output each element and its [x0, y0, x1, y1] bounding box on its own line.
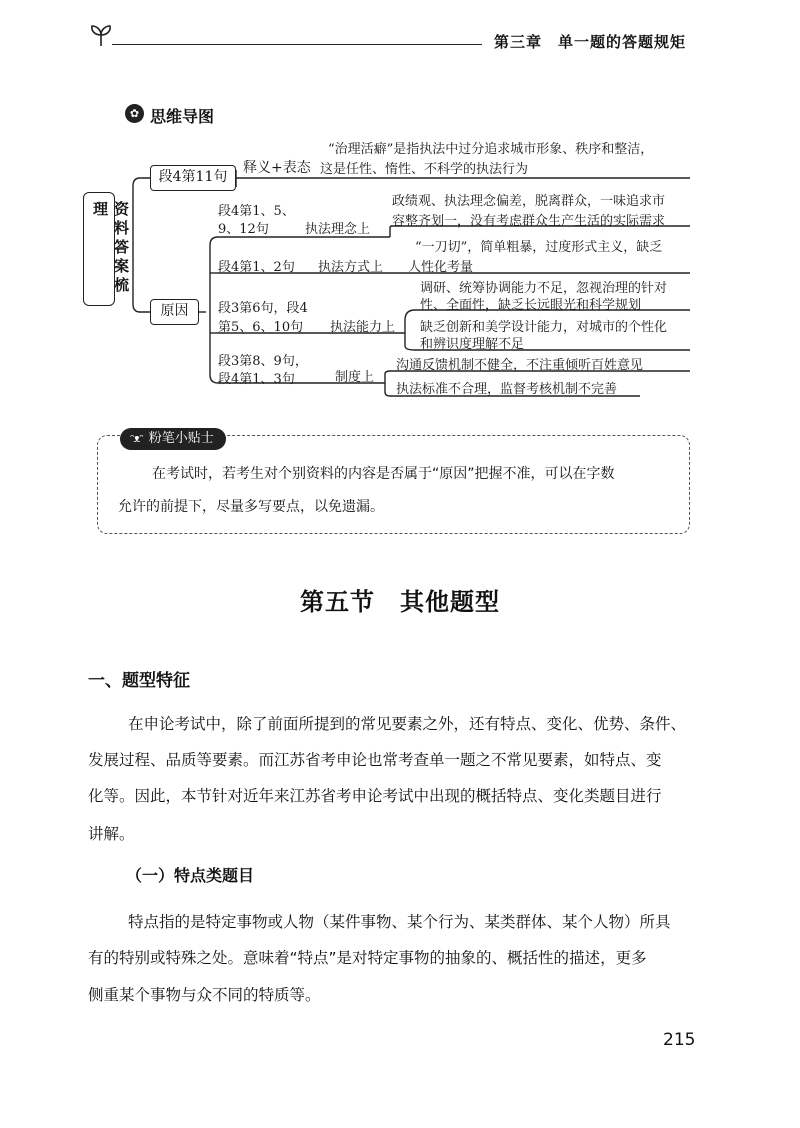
reason-source-line1: 段4第1、5、 [218, 204, 295, 219]
tips-text-line2: 允许的前提下，尽量多写要点，以免遗漏。 [118, 499, 384, 515]
reason-source-line2: 第5、6、10句 [218, 320, 304, 335]
reason-point: 缺乏创新和美学设计能力，对城市的个性化 [420, 320, 668, 335]
page-number: 215 [663, 1030, 696, 1050]
mindmap-branch-reasons: 原因 [150, 299, 199, 325]
paragraph-line: 发展过程、品质等要素。而江苏省考申论也常考查单一题之不常见要素，如特点、变 [88, 751, 662, 769]
reason-source-line2: 段4第1、3句 [218, 372, 295, 387]
reason-point: 政绩观、执法理念偏差，脱离群众，一味追求市 [392, 194, 666, 209]
definition-text-line1: “治理活癖”是指执法中过分追求城市形象、秩序和整洁， [328, 142, 654, 157]
reason-source-line1: 段4第1、2句 [218, 260, 295, 275]
reason-point: 和辨识度理解不足 [420, 337, 525, 352]
paragraph-line: 侧重某个事物与众不同的特质等。 [88, 986, 321, 1004]
subsection-heading: （一）特点类题目 [126, 866, 255, 885]
paragraph-line: 有的特别或特殊之处。意味着“特点”是对特定事物的抽象的、概括性的描述，更多 [88, 949, 647, 967]
mindmap-root-box [83, 192, 130, 306]
reason-point: “一刀切”，简单粗暴，过度形式主义，缺乏 [415, 240, 663, 255]
reason-source-line2: 9、12句 [218, 222, 269, 237]
paragraph-line: 特点指的是特定事物或人物（某件事物、某个行为、某类群体、某个人物）所具 [128, 913, 671, 931]
header-chapter-title: 第三章 单一题的答题规矩 [494, 33, 687, 51]
paragraph-line: 讲解。 [88, 825, 135, 843]
reason-point: 沟通反馈机制不健全，不注重倾听百姓意见 [396, 358, 644, 373]
reason-point: 容整齐划一，没有考虑群众生产生活的实际需求 [392, 214, 666, 229]
mindmap-root-label: 资料答案梳理 [91, 201, 130, 296]
reason-point: 执法标准不合理，监督考核机制不完善 [396, 382, 618, 397]
reason-source-line1: 段3第8、9句， [218, 354, 308, 369]
tips-title: 粉笔小贴士 [148, 431, 214, 446]
reason-point: 人性化考量 [408, 260, 474, 275]
tips-tag [120, 428, 226, 450]
reason-source-line1: 段3第6句，段4 [218, 301, 308, 316]
mindmap-heading: 思维导图 [150, 107, 215, 126]
tips-text-line1: 在考试时，若考生对个别资料的内容是否属于“原因”把握不准，可以在字数 [152, 466, 615, 482]
reason-category: 制度上 [335, 370, 375, 385]
reason-point: 调研、统筹协调能力不足，忽视治理的针对 [420, 281, 668, 296]
mindmap-branch-definition: 段4第11句 [150, 165, 236, 191]
tips-tag-mark: ᵔᴥᵔ [130, 432, 143, 445]
reason-point: 性、全面性，缺乏长远眼光和科学规划 [420, 298, 642, 313]
reason-category: 执法理念上 [305, 222, 371, 237]
paragraph-line: 在申论考试中，除了前面所提到的常见要素之外，还有特点、变化、优势、条件、 [128, 715, 687, 733]
flower-badge-icon: ✿ [125, 104, 144, 123]
paragraph-line: 化等。因此，本节针对近年来江苏省考申论考试中出现的概括特点、变化类题目进行 [88, 787, 662, 805]
reason-category: 执法能力上 [330, 320, 396, 335]
definition-text-line2: 这是任性、惰性、不科学的执法行为 [320, 162, 529, 177]
definition-tag: 释义+表态 [243, 160, 311, 176]
section-title: 第五节 其他题型 [300, 588, 500, 616]
sub-heading: 一、题型特征 [88, 671, 190, 691]
reason-category: 执法方式上 [318, 260, 384, 275]
